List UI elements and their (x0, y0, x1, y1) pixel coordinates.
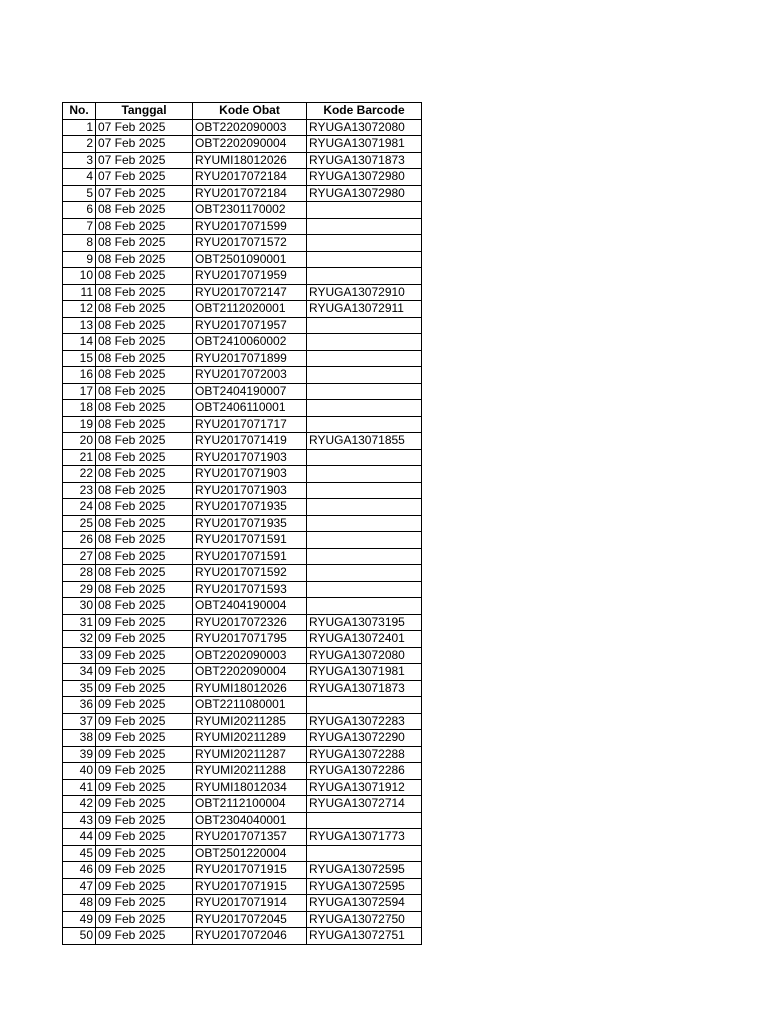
cell-kode-barcode[interactable] (307, 334, 422, 351)
cell-no[interactable]: 23 (63, 482, 96, 499)
cell-kode-barcode[interactable]: RYUGA13072750 (307, 911, 422, 928)
cell-tanggal[interactable]: 08 Feb 2025 (96, 218, 193, 235)
cell-no[interactable]: 48 (63, 895, 96, 912)
cell-no[interactable]: 34 (63, 664, 96, 681)
cell-no[interactable]: 43 (63, 812, 96, 829)
cell-tanggal[interactable]: 08 Feb 2025 (96, 350, 193, 367)
cell-kode-obat[interactable]: OBT2304040001 (193, 812, 307, 829)
cell-no[interactable]: 35 (63, 680, 96, 697)
cell-tanggal[interactable]: 09 Feb 2025 (96, 779, 193, 796)
cell-no[interactable]: 39 (63, 746, 96, 763)
cell-no[interactable]: 30 (63, 598, 96, 615)
cell-kode-barcode[interactable]: RYUGA13071773 (307, 829, 422, 846)
cell-kode-barcode[interactable] (307, 812, 422, 829)
cell-kode-obat[interactable]: RYU2017071957 (193, 317, 307, 334)
cell-no[interactable]: 10 (63, 268, 96, 285)
cell-no[interactable]: 14 (63, 334, 96, 351)
table-row (63, 862, 422, 879)
cell-kode-barcode[interactable]: RYUGA13072751 (307, 928, 422, 945)
cell-kode-barcode[interactable]: RYUGA13072911 (307, 301, 422, 318)
cell-no[interactable]: 7 (63, 218, 96, 235)
cell-kode-obat[interactable]: RYU2017071592 (193, 565, 307, 582)
cell-kode-obat[interactable]: RYUMI18012026 (193, 152, 307, 169)
cell-tanggal[interactable]: 09 Feb 2025 (96, 614, 193, 631)
table-row (63, 482, 422, 499)
table-row (63, 928, 422, 945)
cell-kode-barcode[interactable] (307, 515, 422, 532)
cell-kode-obat[interactable]: OBT2404190007 (193, 383, 307, 400)
cell-no[interactable]: 21 (63, 449, 96, 466)
table-row (63, 136, 422, 153)
table-row (63, 829, 422, 846)
cell-kode-barcode[interactable]: RYUGA13072595 (307, 862, 422, 879)
cell-kode-obat[interactable]: OBT2202090003 (193, 647, 307, 664)
cell-tanggal[interactable]: 08 Feb 2025 (96, 334, 193, 351)
table-row (63, 647, 422, 664)
table-row (63, 449, 422, 466)
cell-no[interactable]: 46 (63, 862, 96, 879)
cell-kode-barcode[interactable]: RYUGA13072980 (307, 169, 422, 186)
cell-kode-barcode[interactable]: RYUGA13071873 (307, 152, 422, 169)
cell-no[interactable]: 28 (63, 565, 96, 582)
table-row (63, 598, 422, 615)
cell-kode-barcode[interactable]: RYUGA13072290 (307, 730, 422, 747)
cell-kode-barcode[interactable] (307, 317, 422, 334)
cell-tanggal[interactable]: 08 Feb 2025 (96, 317, 193, 334)
header-tanggal[interactable]: Tanggal (96, 103, 193, 120)
cell-tanggal[interactable]: 08 Feb 2025 (96, 202, 193, 219)
cell-tanggal[interactable]: 08 Feb 2025 (96, 466, 193, 483)
cell-kode-barcode[interactable]: RYUGA13072288 (307, 746, 422, 763)
cell-tanggal[interactable]: 08 Feb 2025 (96, 548, 193, 565)
table-row (63, 515, 422, 532)
cell-kode-barcode[interactable]: RYUGA13072594 (307, 895, 422, 912)
table-row (63, 119, 422, 136)
cell-kode-barcode[interactable] (307, 532, 422, 549)
cell-tanggal[interactable]: 08 Feb 2025 (96, 268, 193, 285)
cell-tanggal[interactable]: 09 Feb 2025 (96, 647, 193, 664)
cell-no[interactable]: 27 (63, 548, 96, 565)
cell-tanggal[interactable]: 08 Feb 2025 (96, 251, 193, 268)
cell-kode-barcode[interactable] (307, 416, 422, 433)
cell-no[interactable]: 32 (63, 631, 96, 648)
cell-kode-barcode[interactable] (307, 202, 422, 219)
cell-no[interactable]: 36 (63, 697, 96, 714)
cell-tanggal[interactable]: 09 Feb 2025 (96, 664, 193, 681)
table-row (63, 746, 422, 763)
cell-kode-obat[interactable]: OBT2202090004 (193, 136, 307, 153)
cell-tanggal[interactable]: 08 Feb 2025 (96, 416, 193, 433)
cell-kode-obat[interactable]: OBT2112020001 (193, 301, 307, 318)
cell-kode-barcode[interactable] (307, 367, 422, 384)
cell-kode-obat[interactable]: OBT2410060002 (193, 334, 307, 351)
table-row (63, 284, 422, 301)
table-row (63, 680, 422, 697)
table-row (63, 730, 422, 747)
cell-kode-barcode[interactable]: RYUGA13072283 (307, 713, 422, 730)
cell-no[interactable]: 6 (63, 202, 96, 219)
cell-kode-barcode[interactable] (307, 482, 422, 499)
cell-kode-obat[interactable]: RYUMI18012034 (193, 779, 307, 796)
cell-tanggal[interactable]: 08 Feb 2025 (96, 565, 193, 582)
cell-kode-obat[interactable]: OBT2501090001 (193, 251, 307, 268)
cell-kode-barcode[interactable]: RYUGA13071855 (307, 433, 422, 450)
table-row (63, 845, 422, 862)
cell-tanggal[interactable]: 07 Feb 2025 (96, 185, 193, 202)
cell-kode-obat[interactable]: RYU2017071935 (193, 515, 307, 532)
cell-tanggal[interactable]: 07 Feb 2025 (96, 119, 193, 136)
table-row (63, 218, 422, 235)
cell-tanggal[interactable]: 09 Feb 2025 (96, 746, 193, 763)
table-row (63, 350, 422, 367)
cell-kode-barcode[interactable] (307, 598, 422, 615)
cell-no[interactable]: 12 (63, 301, 96, 318)
cell-kode-obat[interactable]: RYU2017071593 (193, 581, 307, 598)
cell-kode-obat[interactable]: RYU2017072147 (193, 284, 307, 301)
cell-kode-barcode[interactable] (307, 268, 422, 285)
cell-kode-obat[interactable]: RYUMI20211285 (193, 713, 307, 730)
cell-tanggal[interactable]: 08 Feb 2025 (96, 499, 193, 516)
cell-kode-obat[interactable]: RYUMI20211289 (193, 730, 307, 747)
spreadsheet-page (62, 102, 422, 945)
cell-tanggal[interactable]: 09 Feb 2025 (96, 631, 193, 648)
cell-no[interactable]: 45 (63, 845, 96, 862)
table-row (63, 185, 422, 202)
cell-tanggal[interactable]: 08 Feb 2025 (96, 235, 193, 252)
cell-no[interactable]: 50 (63, 928, 96, 945)
table-row (63, 383, 422, 400)
cell-no[interactable]: 47 (63, 878, 96, 895)
cell-tanggal[interactable]: 09 Feb 2025 (96, 730, 193, 747)
cell-kode-obat[interactable]: RYU2017072184 (193, 185, 307, 202)
cell-kode-obat[interactable]: OBT2202090003 (193, 119, 307, 136)
cell-tanggal[interactable]: 09 Feb 2025 (96, 928, 193, 945)
table-row (63, 433, 422, 450)
cell-kode-obat[interactable]: RYU2017071903 (193, 482, 307, 499)
table-row (63, 317, 422, 334)
cell-tanggal[interactable]: 09 Feb 2025 (96, 878, 193, 895)
cell-tanggal[interactable]: 08 Feb 2025 (96, 482, 193, 499)
data-table (62, 102, 422, 945)
cell-no[interactable]: 26 (63, 532, 96, 549)
cell-kode-barcode[interactable]: RYUGA13071981 (307, 136, 422, 153)
cell-kode-barcode[interactable] (307, 350, 422, 367)
cell-kode-obat[interactable]: RYU2017071935 (193, 499, 307, 516)
cell-kode-barcode[interactable]: RYUGA13072401 (307, 631, 422, 648)
cell-no[interactable]: 16 (63, 367, 96, 384)
table-row (63, 169, 422, 186)
cell-kode-barcode[interactable] (307, 565, 422, 582)
table-row (63, 548, 422, 565)
table-row (63, 763, 422, 780)
cell-kode-barcode[interactable] (307, 400, 422, 417)
cell-kode-obat[interactable]: RYU2017071915 (193, 878, 307, 895)
cell-tanggal[interactable]: 09 Feb 2025 (96, 796, 193, 813)
cell-kode-obat[interactable]: RYUMI20211288 (193, 763, 307, 780)
cell-no[interactable]: 22 (63, 466, 96, 483)
cell-kode-obat[interactable]: OBT2406110001 (193, 400, 307, 417)
cell-kode-barcode[interactable]: RYUGA13071912 (307, 779, 422, 796)
table-row (63, 251, 422, 268)
table-row (63, 532, 422, 549)
cell-tanggal[interactable]: 08 Feb 2025 (96, 515, 193, 532)
cell-kode-obat[interactable]: RYU2017071591 (193, 532, 307, 549)
table-row (63, 301, 422, 318)
cell-kode-obat[interactable]: RYU2017071357 (193, 829, 307, 846)
cell-kode-obat[interactable]: OBT2301170002 (193, 202, 307, 219)
cell-tanggal[interactable]: 08 Feb 2025 (96, 449, 193, 466)
table-row (63, 416, 422, 433)
cell-kode-obat[interactable]: RYU2017071572 (193, 235, 307, 252)
cell-kode-barcode[interactable]: RYUGA13072080 (307, 119, 422, 136)
cell-no[interactable]: 40 (63, 763, 96, 780)
cell-no[interactable]: 8 (63, 235, 96, 252)
cell-kode-obat[interactable]: OBT2112100004 (193, 796, 307, 813)
cell-kode-obat[interactable]: RYU2017071717 (193, 416, 307, 433)
cell-kode-obat[interactable]: RYU2017071903 (193, 466, 307, 483)
cell-no[interactable]: 1 (63, 119, 96, 136)
cell-kode-barcode[interactable]: RYUGA13072714 (307, 796, 422, 813)
cell-kode-barcode[interactable]: RYUGA13071981 (307, 664, 422, 681)
table-row (63, 152, 422, 169)
cell-kode-barcode[interactable]: RYUGA13071873 (307, 680, 422, 697)
table-row (63, 499, 422, 516)
table-row (63, 812, 422, 829)
cell-kode-obat[interactable]: RYU2017072046 (193, 928, 307, 945)
cell-tanggal[interactable]: 08 Feb 2025 (96, 301, 193, 318)
cell-no[interactable]: 49 (63, 911, 96, 928)
cell-tanggal[interactable]: 09 Feb 2025 (96, 911, 193, 928)
cell-kode-obat[interactable]: RYU2017072003 (193, 367, 307, 384)
cell-kode-barcode[interactable]: RYUGA13073195 (307, 614, 422, 631)
cell-tanggal[interactable]: 08 Feb 2025 (96, 383, 193, 400)
cell-kode-obat[interactable]: OBT2211080001 (193, 697, 307, 714)
cell-tanggal[interactable]: 09 Feb 2025 (96, 862, 193, 879)
cell-no[interactable]: 11 (63, 284, 96, 301)
table-row (63, 895, 422, 912)
cell-kode-barcode[interactable] (307, 548, 422, 565)
cell-tanggal[interactable]: 08 Feb 2025 (96, 532, 193, 549)
header-no[interactable]: No. (63, 103, 96, 120)
cell-no[interactable]: 37 (63, 713, 96, 730)
cell-kode-barcode[interactable] (307, 499, 422, 516)
cell-no[interactable]: 24 (63, 499, 96, 516)
cell-kode-obat[interactable]: RYU2017071915 (193, 862, 307, 879)
cell-kode-obat[interactable]: RYU2017071914 (193, 895, 307, 912)
cell-no[interactable]: 29 (63, 581, 96, 598)
cell-tanggal[interactable]: 08 Feb 2025 (96, 433, 193, 450)
cell-tanggal[interactable]: 08 Feb 2025 (96, 284, 193, 301)
cell-kode-barcode[interactable] (307, 697, 422, 714)
cell-kode-barcode[interactable] (307, 218, 422, 235)
cell-tanggal[interactable]: 09 Feb 2025 (96, 812, 193, 829)
cell-kode-barcode[interactable] (307, 845, 422, 862)
cell-kode-barcode[interactable] (307, 235, 422, 252)
cell-kode-obat[interactable]: RYU2017072184 (193, 169, 307, 186)
cell-tanggal[interactable]: 09 Feb 2025 (96, 829, 193, 846)
table-row (63, 664, 422, 681)
cell-no[interactable]: 9 (63, 251, 96, 268)
cell-kode-barcode[interactable]: RYUGA13072910 (307, 284, 422, 301)
cell-kode-obat[interactable]: RYU2017071899 (193, 350, 307, 367)
cell-tanggal[interactable]: 09 Feb 2025 (96, 680, 193, 697)
cell-no[interactable]: 17 (63, 383, 96, 400)
cell-no[interactable]: 13 (63, 317, 96, 334)
cell-kode-obat[interactable]: OBT2202090004 (193, 664, 307, 681)
table-row (63, 367, 422, 384)
cell-tanggal[interactable]: 09 Feb 2025 (96, 697, 193, 714)
cell-no[interactable]: 38 (63, 730, 96, 747)
cell-kode-barcode[interactable]: RYUGA13072595 (307, 878, 422, 895)
cell-no[interactable]: 3 (63, 152, 96, 169)
cell-kode-barcode[interactable] (307, 466, 422, 483)
cell-tanggal[interactable]: 07 Feb 2025 (96, 152, 193, 169)
table-row (63, 713, 422, 730)
cell-kode-barcode[interactable]: RYUGA13072980 (307, 185, 422, 202)
table-row (63, 565, 422, 582)
cell-kode-obat[interactable]: RYUMI18012026 (193, 680, 307, 697)
table-row (63, 878, 422, 895)
table-row (63, 268, 422, 285)
cell-kode-obat[interactable]: OBT2501220004 (193, 845, 307, 862)
cell-no[interactable]: 2 (63, 136, 96, 153)
cell-kode-barcode[interactable] (307, 449, 422, 466)
cell-no[interactable]: 44 (63, 829, 96, 846)
cell-tanggal[interactable]: 08 Feb 2025 (96, 598, 193, 615)
table-row (63, 796, 422, 813)
table-row (63, 202, 422, 219)
cell-kode-obat[interactable]: RYU2017071599 (193, 218, 307, 235)
cell-no[interactable]: 31 (63, 614, 96, 631)
cell-tanggal[interactable]: 09 Feb 2025 (96, 763, 193, 780)
cell-kode-barcode[interactable] (307, 251, 422, 268)
header-row (63, 103, 422, 120)
table-row (63, 614, 422, 631)
cell-no[interactable]: 5 (63, 185, 96, 202)
table-row (63, 911, 422, 928)
cell-no[interactable]: 19 (63, 416, 96, 433)
cell-kode-barcode[interactable]: RYUGA13072286 (307, 763, 422, 780)
cell-no[interactable]: 15 (63, 350, 96, 367)
cell-kode-barcode[interactable] (307, 581, 422, 598)
cell-no[interactable]: 42 (63, 796, 96, 813)
cell-kode-barcode[interactable]: RYUGA13072080 (307, 647, 422, 664)
table-row (63, 779, 422, 796)
cell-kode-obat[interactable]: RYU2017071795 (193, 631, 307, 648)
cell-no[interactable]: 33 (63, 647, 96, 664)
header-kode-barcode[interactable]: Kode Barcode (307, 103, 422, 120)
cell-tanggal[interactable]: 09 Feb 2025 (96, 845, 193, 862)
table-row (63, 466, 422, 483)
cell-tanggal[interactable]: 07 Feb 2025 (96, 136, 193, 153)
cell-no[interactable]: 41 (63, 779, 96, 796)
cell-no[interactable]: 4 (63, 169, 96, 186)
header-kode-obat[interactable]: Kode Obat (193, 103, 307, 120)
table-row (63, 235, 422, 252)
cell-kode-obat[interactable]: RYU2017072326 (193, 614, 307, 631)
cell-kode-obat[interactable]: OBT2404190004 (193, 598, 307, 615)
cell-kode-obat[interactable]: RYUMI20211287 (193, 746, 307, 763)
cell-tanggal[interactable]: 08 Feb 2025 (96, 400, 193, 417)
cell-kode-obat[interactable]: RYU2017071903 (193, 449, 307, 466)
cell-kode-obat[interactable]: RYU2017072045 (193, 911, 307, 928)
table-row (63, 631, 422, 648)
cell-tanggal[interactable]: 09 Feb 2025 (96, 713, 193, 730)
cell-kode-barcode[interactable] (307, 383, 422, 400)
table-row (63, 581, 422, 598)
cell-tanggal[interactable]: 09 Feb 2025 (96, 895, 193, 912)
cell-no[interactable]: 20 (63, 433, 96, 450)
cell-kode-obat[interactable]: RYU2017071959 (193, 268, 307, 285)
table-row (63, 334, 422, 351)
table-body (63, 119, 422, 944)
cell-kode-obat[interactable]: RYU2017071419 (193, 433, 307, 450)
cell-no[interactable]: 18 (63, 400, 96, 417)
cell-tanggal[interactable]: 07 Feb 2025 (96, 169, 193, 186)
table-row (63, 400, 422, 417)
table-row (63, 697, 422, 714)
cell-tanggal[interactable]: 08 Feb 2025 (96, 367, 193, 384)
cell-tanggal[interactable]: 08 Feb 2025 (96, 581, 193, 598)
cell-no[interactable]: 25 (63, 515, 96, 532)
cell-kode-obat[interactable]: RYU2017071591 (193, 548, 307, 565)
